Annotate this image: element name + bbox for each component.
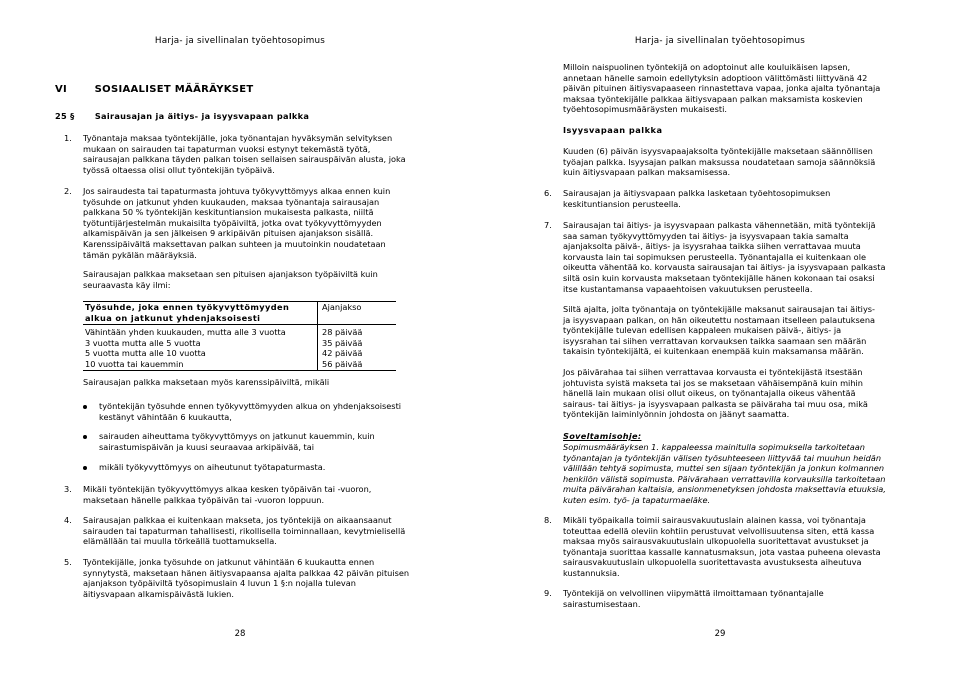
text-line: sairauden aiheuttama työkyvyttömyys on jatkunut kauemmin, kuin [99, 431, 375, 441]
cell-period: 35 päivää [322, 337, 363, 348]
text-line: mukaan on sairauden tai tapaturman vuoksi estynyt tekemästä työtä, [83, 143, 371, 154]
text-line: Siltä ajalta, jolta työnantaja on työntekijälle maksanut sairausajan tai äitiys- [563, 304, 876, 314]
text-line: saa saman työkyvyttömyyden tai äitiys- ja isyysvapaan takia samalta [563, 230, 849, 241]
text-line: korvausta lain tai sopimuksen perusteella. Työnantajalla ei kuitenkaan ole [563, 251, 867, 262]
text-line: Milloin naispuolinen työntekijä on adoptoinut alle kouluikäisen lapsen, [563, 62, 851, 72]
cell-period: 28 päivää [322, 327, 363, 338]
refund-paragraph [563, 304, 935, 357]
text-line: työsuhde on jatkunut yhden kuukauden, maksaa työnantaja sairausajan [83, 196, 380, 207]
table-row [83, 359, 396, 370]
text-line: sairauden tai tapaturman tahallisesti, rikollisella toiminnallaan, kevytmielisellä [83, 525, 406, 536]
text-line: Mikäli työpaikalla toimii sairausvakuutuslain alainen kassa, voi työnantaja [563, 515, 866, 525]
table-header-row [83, 302, 396, 325]
text-line: Sopimusmääräyksen 1. kappaleessa mainitulla sopimuksella tarkoitetaan [563, 442, 865, 452]
text-line: alkamispäivän ja sen jälkeisen 9 arkipäivän pituisen ajanjakson sisällä. [83, 228, 374, 239]
text-line: maksetaan hänelle palkkaa työpäivän tai -vuoron loppuun. [83, 494, 325, 505]
cell-duration: 10 vuotta tai kauemmin [83, 359, 318, 370]
text-line: muita päivärahan kaltaisia, ansionmenetyksen johdosta maksettavia etuuksia, [563, 484, 886, 495]
text-line: ajanjakson työpäiviltä työsopimuslain 4 luvun 1 §:n nojalla tulevan [83, 578, 356, 589]
right-page-number: 29 [714, 629, 726, 639]
text-line: Sairausajan tai äitiys- ja isyysvapaan palkasta vähennetään, mitä työntekijä [563, 220, 876, 230]
paternity-pay-heading: Isyysvapaan palkka [563, 125, 663, 135]
table-row [83, 325, 396, 338]
cell-duration: Vähintään yhden kuukauden, mutta alle 3 vuotta [83, 325, 318, 338]
text-line: kuin äitiysvapaan palkan maksamisessa. [563, 167, 731, 178]
text-line: palkkana 50 % työntekijän keskituntiansion mukaisesta palkasta, niiltä [83, 207, 374, 218]
text-line: Mikäli työntekijän työkyvyttömyys alkaa kesken työpäivän tai -vuoron, [83, 484, 372, 494]
section-title: Sairausajan ja äitiys- ja isyysvapaan palkka [94, 111, 310, 121]
text-line: toteuttaa edellä oleviin kohtiin perustuvat velvollisuutensa siten, että kassa [563, 525, 875, 536]
text-line: sairausajan palkkana täyden palkan toisen sellaisen sairauspäivän alusta, joka [83, 154, 406, 165]
text-line: äitiysvapaan alkamispäivästä lukien. [83, 588, 234, 599]
text-line: tämän pykälän määräyksiä. [83, 249, 197, 260]
text-line: päivän pituinen äitiysvapaaseen rinnastettava vapaa, jonka ajalta työnantaja [563, 83, 881, 94]
bullet-icon [83, 435, 87, 439]
text-line: synnytystä, maksetaan hänen äitiysvapaansa ajalta palkkaa 42 päivän pituisen [83, 567, 410, 578]
item-number: 8. [544, 515, 552, 525]
right-running-head: Harja- ja sivellinalan työehtosopimus [634, 36, 806, 46]
table-row [83, 348, 396, 359]
text-line: työnantajan ja työntekijän välisen työsuhteeseen liittyvää tai muuhun heidän [563, 452, 882, 463]
text-line: työtuntijärjestelmän mukaisilta työpäiviltä, jotka ovat työkyvyttömyyden [83, 217, 382, 228]
text-line: keskituntiansion perusteella. [563, 198, 681, 209]
text-line: työntekijän laiminlyönnin johdosta on jäänyt saamatta. [563, 409, 790, 420]
chapter-title: SOSIAALISET MÄÄRÄYKSET [94, 84, 254, 95]
text-line: Kuuden (6) päivän isyysvapaajaksolta työntekijälle maksetaan säännöllisen [563, 146, 873, 156]
item-number: 1. [64, 133, 72, 143]
item-number: 4. [64, 515, 72, 525]
text-line: työnantaja suorittaa kassalle kannatusmaksun, jota vastaa puheena olevasta [563, 546, 881, 557]
text-line: Työntekijälle, jonka työsuhde on jatkunut vähintään 6 kuukautta ennen [83, 557, 375, 567]
text-line: Työnantaja maksaa työntekijälle, joka työnantajan hyväksymän selvityksen [83, 133, 393, 143]
chapter-number: VI [55, 84, 68, 95]
text-line: ajanjaksolta päivä-, äitiys- ja isyysrahaa taikka siihen verrattavaa muuta [563, 241, 861, 252]
text-line: sairastumispäivän ja kuusi seuraavaa arkipäivää, tai [99, 441, 315, 452]
cell-duration: 5 vuotta mutta alle 10 vuotta [83, 348, 318, 359]
text-line: kestänyt vähintään 6 kuukautta, [99, 411, 232, 422]
chapter-heading [55, 85, 254, 96]
text-line: maksaa työntekijälle palkkaa äitiysvapaan palkan maksamista koskevien [563, 93, 863, 104]
text-line: sairausvakuutuslain ulkopuolella suoritettavasta avustuksesta aiheutuva [563, 557, 862, 568]
left-running-head: Harja- ja sivellinalan työehtosopimus [154, 36, 326, 46]
text-line: Jos päivärahaa tai siihen verrattavaa korvausta ei työntekijästä itsestään [563, 367, 863, 377]
text-line: kustannuksia. [563, 567, 620, 578]
text-line: elämällään tai muulla törkeällä tuottamuksella. [83, 536, 277, 547]
text-line: siltä osin kuin korvausta maksetaan työntekijälle hänen kokonaan tai osaksi [563, 272, 875, 283]
text-line: hänellä lain mukaan olisi ollut oikeus, on työnantajalla oikeus vähentää [563, 388, 856, 399]
bullet-icon [83, 405, 87, 409]
text-line: mikäli työkyvyttömyys on aiheutunut työtapaturmasta. [99, 462, 326, 472]
text-line: maksaa myös sairausvakuutuslain ulkopuolella suoritettavat avustukset ja [563, 536, 869, 547]
text-line: työntekijän työsuhde ennen työkyvyttömyyden alkua on yhdenjaksoisesti [99, 401, 402, 411]
text-line: annetaan hänelle samoin edellytyksin adoptioon välittömästi liittyvänä 42 [563, 72, 868, 83]
section-heading [55, 111, 309, 122]
bullet-icon [83, 466, 87, 470]
cell-duration: 3 vuotta mutta alle 5 vuotta [83, 338, 318, 349]
sick-pay-period-table [83, 301, 396, 371]
text-line: takaisin työntekijältä, ei kuitenkaan enempää kuin maksamansa määrän. [563, 346, 864, 357]
paternity-pay-paragraph [563, 146, 933, 178]
text-line: itse kustantamansa vapaaehtoisen vakuutuksen perusteella. [563, 283, 813, 294]
item-number: 6. [544, 188, 552, 198]
item-number: 9. [544, 588, 552, 598]
header-period: Ajanjakso [318, 302, 397, 325]
item-number: 7. [544, 220, 552, 230]
application-note-heading: Soveltamisohje: [563, 431, 642, 441]
header-line: alkua on jatkunut yhdenjaksoisesti [85, 312, 261, 323]
application-note-paragraph [563, 442, 935, 506]
text-line: työehtosopimusmääräysten mukaisesti. [563, 104, 727, 115]
text-line: Jos sairaudesta tai tapaturmasta johtuva työkyvyttömyys alkaa ennen kuin [83, 186, 391, 196]
text-line: Sairausajan palkkaa maksetaan sen pituisen ajanjakson työpäiviltä kuin [83, 269, 378, 279]
adoption-paragraph [563, 62, 933, 115]
text-line: välillään tehtyä sopimusta, muttei sen sijaan työntekijän ja jonkun kolmannen [563, 463, 885, 474]
text-line: työajan palkka. Isyysajan palkan maksussa noudatetaan samoja säännöksiä [563, 156, 876, 167]
text-line: työssä oltaessa olisi ollut työntekijän työpäivä. [83, 164, 275, 175]
text-line: Sairausajan ja äitiysvapaan palkka lasketaan työehtosopimuksen [563, 188, 831, 198]
text-line: johtuvista syistä makseta tai jos se maksetaan vähäisempänä kuin mihin [563, 377, 863, 388]
karenssi-paragraph: Sairausajan palkka maksetaan myös karenssipäiviltä, mikäli [83, 377, 330, 387]
text-line: isyysrahan tai siihen verrattavan korvauksen taikka saamaan sen määrän [563, 335, 867, 346]
item-number: 2. [64, 186, 72, 196]
text-line: Karenssipäivältä maksettavan palkan suhteen ja muutoinkin noudatetaan [83, 238, 386, 249]
deduction-paragraph [563, 367, 935, 420]
cell-period: 56 päivää [322, 358, 363, 369]
header-line: Työsuhde, joka ennen työkyvyttömyyden [85, 302, 290, 312]
table-intro [83, 269, 435, 290]
cell-period: 42 päivää [322, 348, 363, 359]
left-page-number: 28 [234, 629, 246, 639]
section-number: 25 § [55, 111, 75, 121]
text-line: Työntekijä on velvollinen viipymättä ilmoittamaan työnantajalle [563, 588, 824, 598]
header-employment-duration [83, 302, 318, 325]
text-line: henkilön välistä sopimusta. Päivärahaan verrattavilla korvauksilla tarkoitetaan [563, 473, 886, 484]
text-line: seuraavasta käy ilmi: [83, 279, 171, 290]
table-row [83, 338, 396, 349]
text-line: sairastumisestaan. [563, 598, 641, 609]
text-line: ja isyysvapaan palkan, on hän oikeutettu nostamaan itselleen palautuksena [563, 314, 876, 325]
text-line: työntekijälle tulevan edellisen kappaleen mukaisen päivä-, äitiys- ja [563, 325, 842, 336]
item-number: 3. [64, 484, 72, 494]
item-number: 5. [64, 557, 72, 567]
text-line: oikeutta vähentää ko. korvausta sairausajan tai äitiys- ja isyysvapaan palkasta [563, 262, 886, 273]
right-page [480, 0, 960, 674]
text-line: Sairausajan palkkaa ei kuitenkaan makseta, jos työntekijä on aikaansaanut [83, 515, 392, 525]
text-line: sairaus- tai äitiys- ja isyysvapaan palkasta se päiväraha tai muu osa, mikä [563, 398, 868, 409]
text-line: kuten esim. työ- ja tapaturmaeläke. [563, 494, 711, 505]
